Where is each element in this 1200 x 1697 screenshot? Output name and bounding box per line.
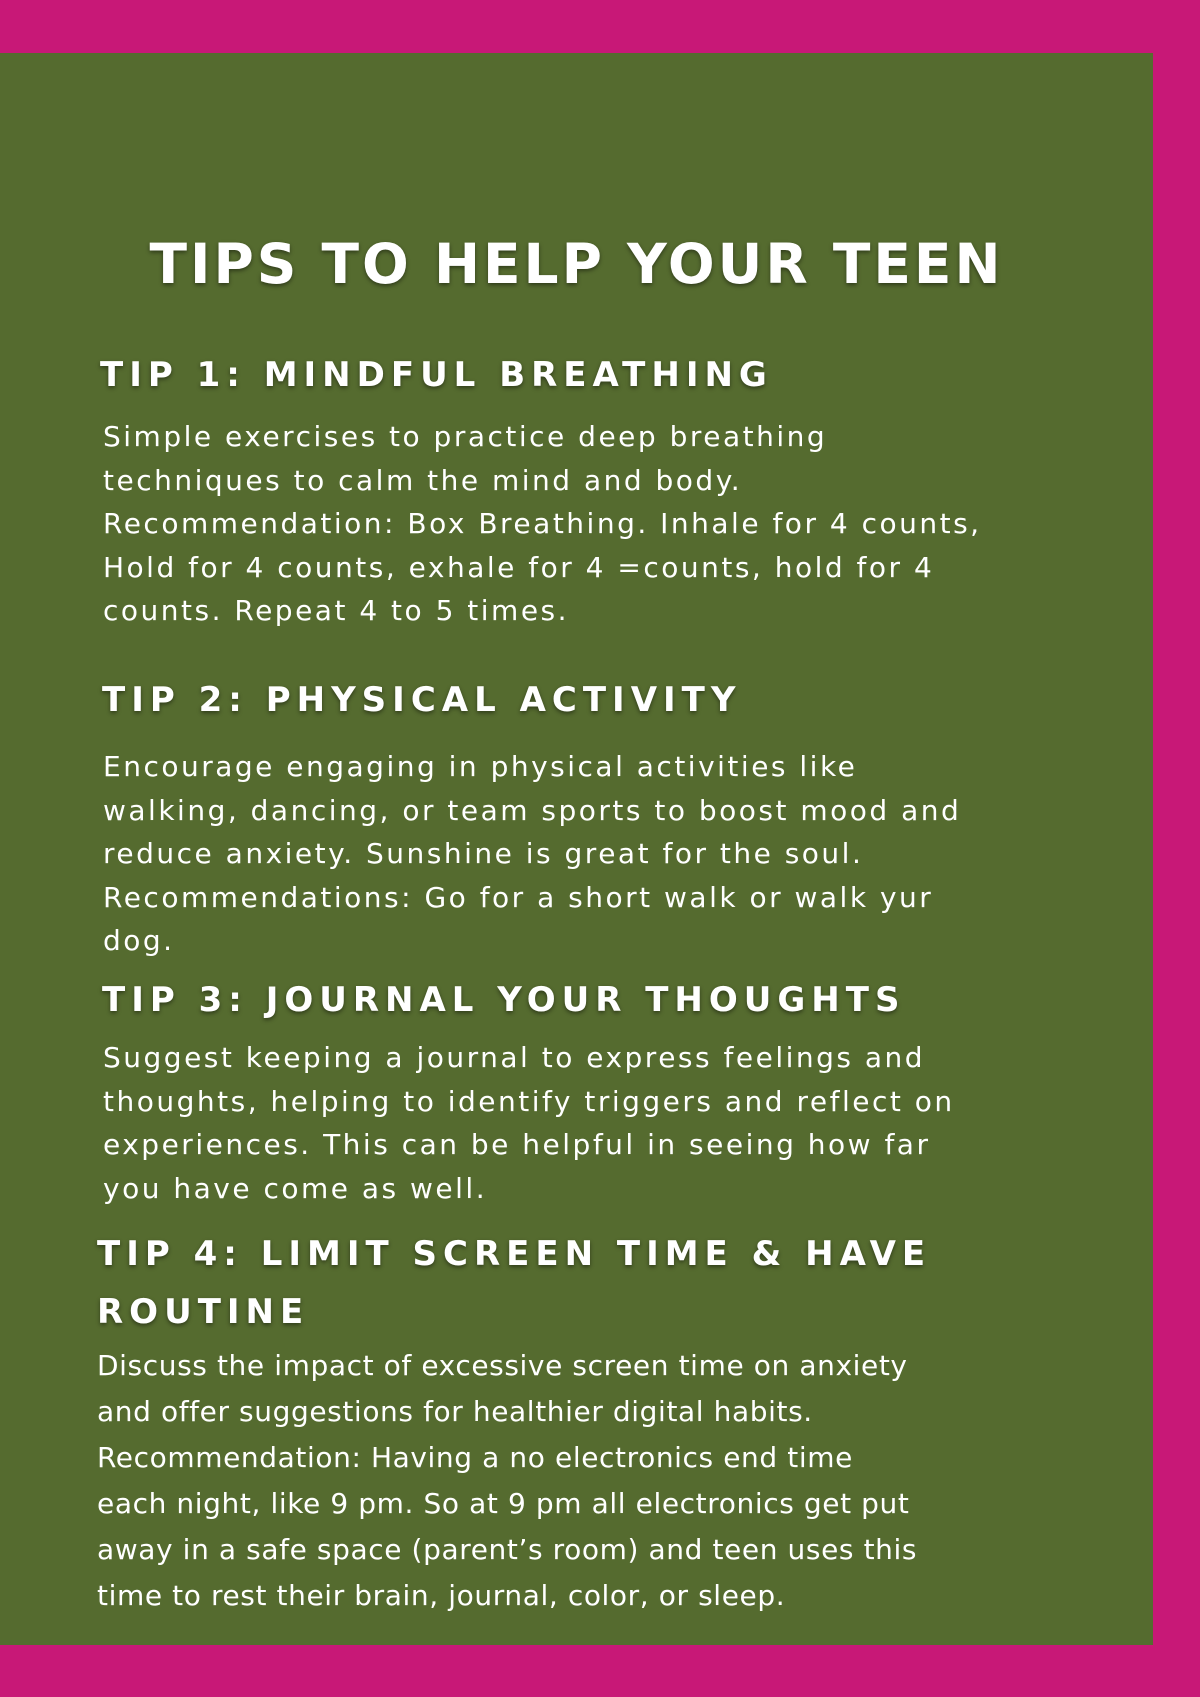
tip-2-body-line: reduce anxiety. Sunshine is great for the soul.: [103, 837, 864, 870]
tip-3-body-line: thoughts, helping to identify triggers and reflect on: [103, 1084, 955, 1118]
tip-1-body-line: Recommendation: Box Breathing. Inhale for 4 counts,: [103, 507, 982, 540]
tip-1-body-line: Hold for 4 counts, exhale for 4 =counts, hold for 4: [103, 550, 935, 584]
tip-1-body: [103, 415, 982, 633]
tip-4-heading: [97, 1225, 931, 1341]
tip-4-body-line: and offer suggestions for healthier digital habits.: [97, 1395, 813, 1428]
tip-4-body-line: Recommendation: Having a no electronics end time: [97, 1441, 853, 1474]
content-panel: [0, 53, 1153, 1645]
tip-2-body-line: walking, dancing, or team sports to boost mood and: [103, 793, 962, 827]
tip-4-heading-line: TIP 4: LIMIT SCREEN TIME & HAVE: [97, 1234, 932, 1274]
tip-4-body-line: away in a safe space (parent’s room) and teen uses this: [97, 1533, 918, 1566]
tip-1-body-line: Simple exercises to practice deep breathing: [103, 420, 828, 453]
tip-2-heading: [102, 671, 741, 729]
tip-2-body-line: dog.: [103, 924, 175, 957]
tip-4-heading-line: ROUTINE: [97, 1292, 310, 1332]
tip-3-body-line: Suggest keeping a journal to express feelings and: [103, 1041, 926, 1074]
tip-3-heading: [102, 971, 905, 1029]
tip-4-body: [97, 1343, 917, 1619]
tip-4-body-line: time to rest their brain, journal, color, or sleep.: [97, 1579, 786, 1612]
tip-1-body-line: counts. Repeat 4 to 5 times.: [103, 594, 570, 627]
tip-2-body-line: Encourage engaging in physical activities like: [103, 750, 858, 783]
tip-1-heading-line: TIP 1: MINDFUL BREATHING: [100, 355, 773, 395]
tip-4-body-line: Discuss the impact of excessive screen time on anxiety: [97, 1349, 908, 1382]
tip-2-body-line: Recommendations: Go for a short walk or walk yur: [103, 880, 934, 914]
page-title: TIPS TO HELP YOUR TEEN: [149, 232, 1004, 296]
tip-1-body-line: techniques to calm the mind and body.: [103, 463, 743, 497]
tip-3-body-line: experiences. This can be helpful in seeing how far: [103, 1128, 931, 1161]
tip-3-body-line: you have come as well.: [103, 1171, 488, 1205]
tip-4-body-line: each night, like 9 pm. So at 9 pm all electronics get put: [97, 1487, 910, 1520]
tip-3-heading-line: TIP 3: JOURNAL YOUR THOUGHTS: [102, 980, 906, 1020]
tip-2-body: [103, 745, 961, 963]
tip-1-heading: [100, 346, 773, 404]
tip-2-heading-line: TIP 2: PHYSICAL ACTIVITY: [102, 680, 742, 720]
tip-3-body: [103, 1036, 955, 1210]
